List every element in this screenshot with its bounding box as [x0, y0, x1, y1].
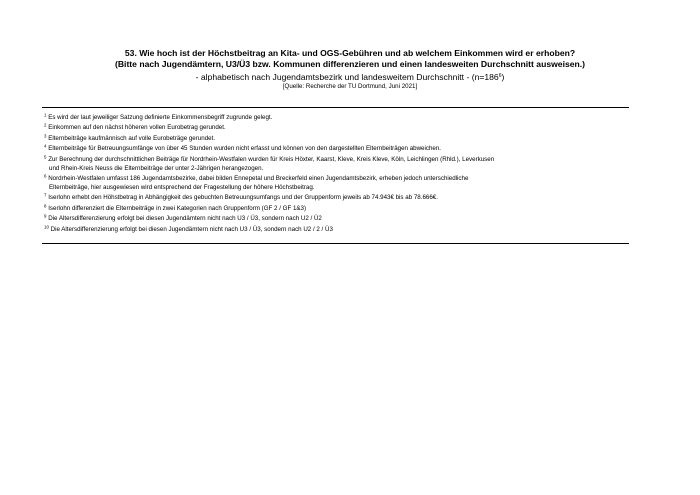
- footnote-text: Es wird der laut jeweiliger Satzung definierte Einkommensbegriff zugrunde gelegt.: [48, 114, 273, 121]
- footnote-number: 2: [44, 122, 47, 128]
- footnote-number: 6: [44, 173, 47, 179]
- footnote-text: Iserlohn erhebt den Höhstbetrag in Abhängigkeit des gebuchten Betreuungsumfangs und der Gruppenform jeweils ab 74.943€ bis ab 78.666€.: [48, 194, 438, 202]
- footnote-text: Einkommen auf den nächst höheren vollen Eurobetrag gerundet.: [48, 124, 226, 132]
- top-divider: [42, 107, 629, 108]
- title-line-1: 53. Wie hoch ist der Höchstbeitrag an Kita- und OGS-Gebühren und ab welchem Einkommen wird er erhoben?: [124, 48, 576, 58]
- footnote-text: Elternbeiträge für Betreuungsumfänge von über 45 Stunden wurden nicht erfasst und können von den dargestellten Elternbeiträgen abweichen.: [48, 145, 442, 153]
- footnote: [44, 214, 629, 223]
- footnote: [44, 204, 629, 213]
- footnote-text: Nordrhein-Westfalen umfasst 186 Jugendamtsbezirke, dabei bilden Ennepetal und Breckerfeld einen Jugendamtsbezirk, erheben jedoch unterschiedliche: [48, 174, 469, 182]
- subtitle-footnote-ref: 6: [498, 73, 502, 79]
- page-header: [0, 48, 700, 91]
- footnote-text: Elternbeiträge kaufmännisch auf volle Eurobeträge gerundet.: [48, 134, 216, 142]
- footnote: [44, 225, 629, 234]
- title-line-2: (Bitte nach Jugendämtern, U3/Ü3 bzw. Kommunen differenzieren und einen landesweiten Durchschnitt ausweisen.): [114, 59, 586, 69]
- subtitle: [0, 72, 700, 83]
- footnote: [44, 113, 629, 122]
- footnote: [44, 144, 629, 153]
- footnote-number: 3: [44, 133, 47, 139]
- footnote-text-continued: und Rhein-Kreis Neuss die Elternbeiträge der unter 2-Jährigen herangezogen.: [49, 164, 264, 172]
- footnote: [44, 193, 629, 202]
- footnote: [44, 123, 629, 132]
- footnote: [44, 134, 629, 143]
- footnote-text-continued: Elternbeiträge, hier ausgewiesen wird entsprechend der Fragestellung der höhere Höchstbeitrag.: [49, 183, 315, 191]
- footnote-text: Die Altersdifferenzierung erfolgt bei diesen Jugendämtern nicht nach U3 / Ü3, sondern nach U2 / 2 / Ü3: [50, 225, 333, 233]
- footnote: [44, 174, 629, 192]
- footnote-text: Iserlohn differenziert die Elternbeiträge in zwei Kategorien nach Gruppenform (GF 2 / GF 1&3): [48, 204, 307, 212]
- footnote-number: 1: [44, 112, 47, 118]
- footnote-number: 4: [44, 143, 47, 149]
- subtitle-text: - alphabetisch nach Jugendamtsbezirk und landesweitem Durchschnitt - (n=186: [195, 72, 499, 82]
- subtitle-end: ): [501, 72, 505, 82]
- footnote: [44, 155, 629, 173]
- source-note: [Quelle: Recherche der TU Dortmund, Juni 2021]: [282, 83, 418, 90]
- footnote-number: 9: [44, 213, 47, 219]
- footnote-number: 8: [44, 203, 47, 209]
- footnotes-list: [44, 113, 629, 235]
- footnote-number: 7: [44, 192, 47, 198]
- footnote-number: 10: [44, 224, 49, 230]
- footnote-number: 5: [44, 154, 47, 160]
- footnote-text: Die Altersdifferenzierung erfolgt bei diesen Jugendämtern nicht nach U3 / Ü3, sondern nach U2 / Ü2: [48, 215, 322, 223]
- footnote-text: Zur Berechnung der durchschnittlichen Beiträge für Nordrhein-Westfalen wurden für Kreis Höxter, Kaarst, Kleve, Kreis Kleve, Köln, Leichlingen (Rhld.), Leverkusen: [48, 155, 495, 163]
- bottom-divider: [42, 243, 629, 244]
